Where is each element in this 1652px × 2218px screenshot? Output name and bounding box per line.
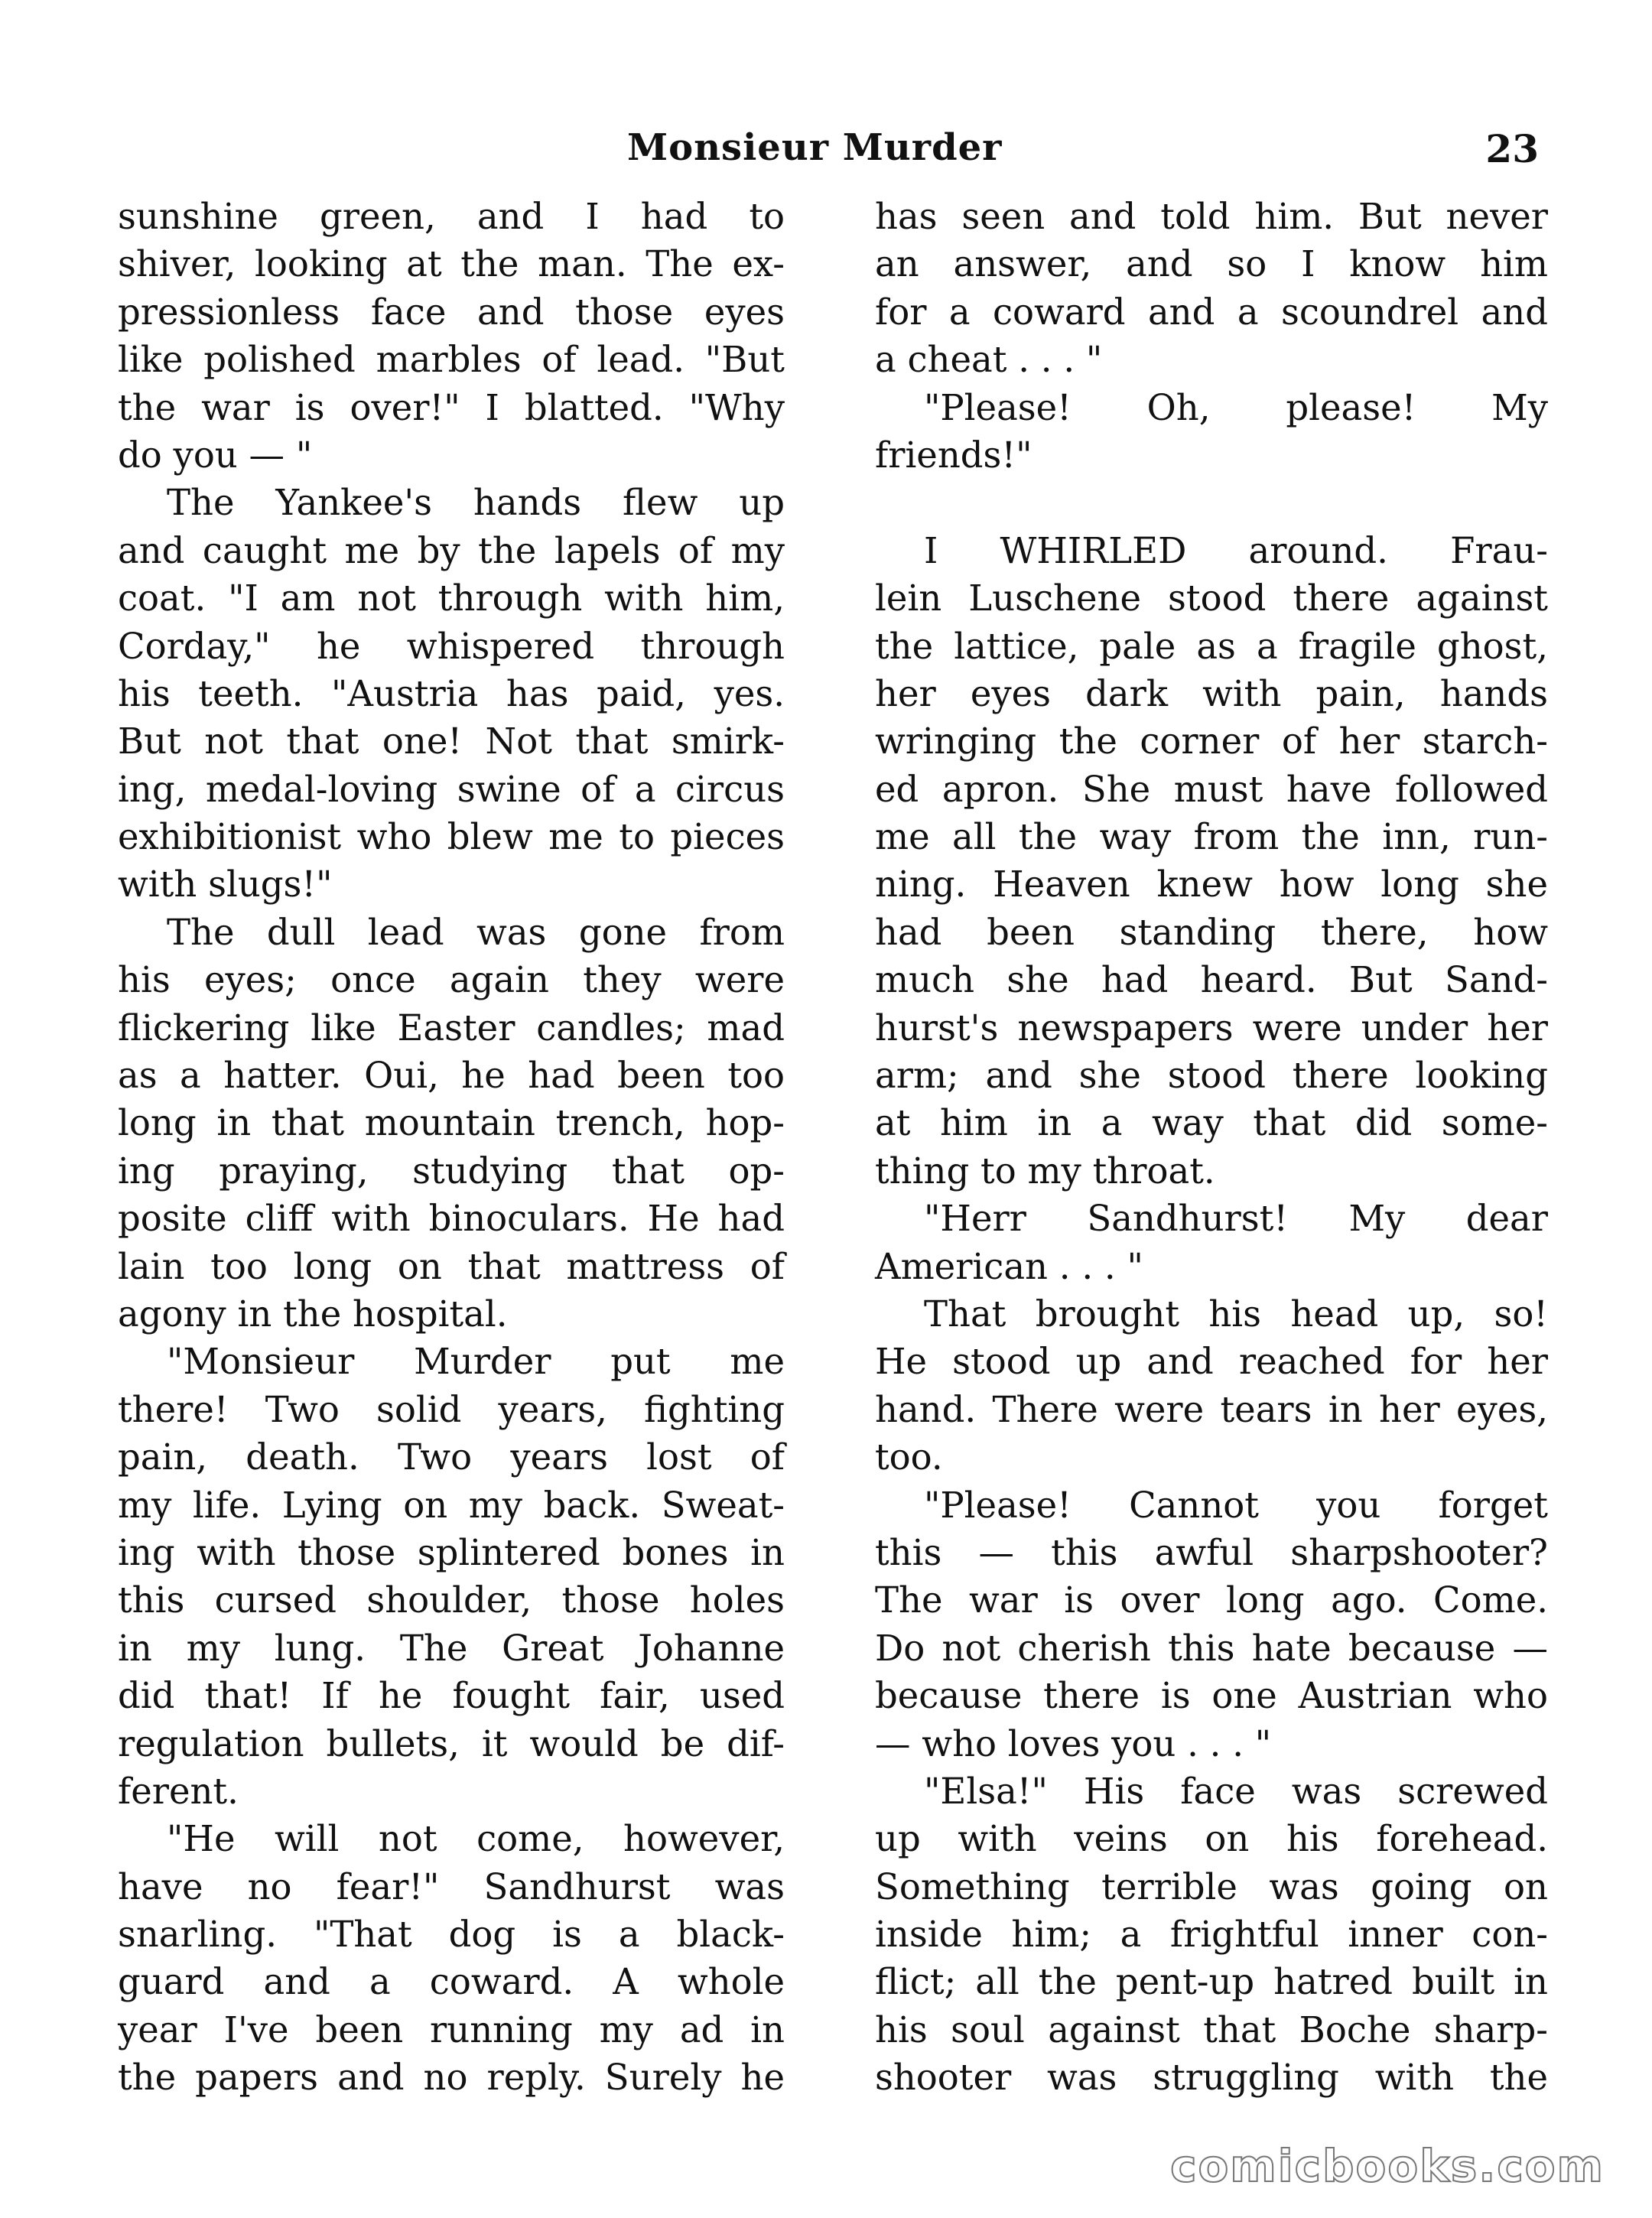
- text-line: regulation bullets, it would be dif-: [118, 1722, 785, 1764]
- text-line: guard and a coward. A whole: [118, 1961, 785, 2003]
- text-line: snarling. "That dog is a black-: [118, 1914, 785, 1956]
- text-line: "Herr Sandhurst! My dear: [924, 1198, 1548, 1240]
- text-line: ed apron. She must have followed: [875, 768, 1548, 810]
- text-line: "Please! Oh, please! My: [924, 386, 1548, 428]
- text-line: long in that mountain trench, hop-: [118, 1102, 785, 1144]
- text-line: posite cliff with binoculars. He had: [118, 1198, 785, 1240]
- text-line: Do not cherish this hate because —: [875, 1627, 1548, 1669]
- text-line: up with veins on his forehead.: [875, 1818, 1548, 1860]
- text-line: The dull lead was gone from: [167, 911, 785, 953]
- text-line: Corday," he whispered through: [118, 625, 785, 667]
- text-line: and caught me by the lapels of my: [118, 529, 785, 571]
- text-line: "Elsa!" His face was screwed: [924, 1770, 1548, 1812]
- text-line: exhibitionist who blew me to pieces: [118, 816, 785, 858]
- text-line: "Please! Cannot you forget: [924, 1484, 1548, 1526]
- text-line: coat. "I am not through with him,: [118, 577, 785, 620]
- text-line: too.: [875, 1436, 943, 1478]
- text-line: have no fear!" Sandhurst was: [118, 1865, 785, 1907]
- text-line: lein Luschene stood there against: [875, 577, 1548, 620]
- text-line: sunshine green, and I had to: [118, 196, 785, 237]
- text-line: for a coward and a scoundrel and: [875, 291, 1548, 333]
- text-line: "Monsieur Murder put me: [167, 1341, 785, 1383]
- text-line: ing praying, studying that op-: [118, 1150, 785, 1192]
- text-line: a cheat . . . ": [875, 339, 1103, 381]
- text-line: my life. Lying on my back. Sweat-: [118, 1484, 785, 1526]
- text-line: — who loves you . . . ": [875, 1722, 1272, 1764]
- text-line: had been standing there, how: [875, 911, 1548, 953]
- text-line: ning. Heaven knew how long she: [875, 863, 1548, 906]
- text-line: ferent.: [118, 1770, 239, 1812]
- right-text-column: [875, 193, 1548, 2102]
- text-line: the papers and no reply. Surely he: [118, 2057, 785, 2099]
- text-line: ing with those splintered bones in: [118, 1531, 785, 1573]
- text-line: That brought his head up, so!: [924, 1293, 1548, 1335]
- running-head: Monsieur Murder: [627, 126, 1003, 169]
- text-line: lain too long on that mattress of: [118, 1245, 785, 1287]
- text-line: the war is over!" I blatted. "Why: [118, 386, 785, 428]
- text-line: hurst's newspapers were under her: [875, 1007, 1548, 1049]
- text-line: shooter was struggling with the: [875, 2057, 1548, 2099]
- text-line: in my lung. The Great Johanne: [118, 1627, 785, 1669]
- text-line: the lattice, pale as a fragile ghost,: [875, 625, 1548, 667]
- text-line: The Yankee's hands flew up: [167, 482, 785, 524]
- text-line: did that! If he fought fair, used: [118, 1675, 785, 1717]
- text-line: as a hatter. Oui, he had been too: [118, 1055, 785, 1097]
- text-line: hand. There were tears in her eyes,: [875, 1388, 1548, 1430]
- watermark: comicbooks.com: [1170, 2140, 1605, 2192]
- text-line: like polished marbles of lead. "But: [118, 339, 785, 381]
- text-line: shiver, looking at the man. The ex-: [118, 243, 785, 285]
- text-line: But not that one! Not that smirk-: [118, 720, 785, 763]
- text-line: I WHIRLED around. Frau-: [924, 529, 1548, 571]
- text-line: "He will not come, however,: [167, 1818, 785, 1860]
- text-line: this cursed shoulder, those holes: [118, 1579, 785, 1621]
- text-line: flict; all the pent-up hatred built in: [875, 1961, 1548, 2003]
- text-line: me all the way from the inn, run-: [875, 816, 1548, 858]
- text-line: much she had heard. But Sand-: [875, 959, 1548, 1001]
- text-line: do you — ": [118, 434, 313, 476]
- text-line: year I've been running my ad in: [118, 2008, 785, 2051]
- text-line: her eyes dark with pain, hands: [875, 672, 1548, 714]
- page-number: 23: [1485, 126, 1539, 171]
- text-line: his soul against that Boche sharp-: [875, 2008, 1548, 2051]
- text-line: his eyes; once again they were: [118, 959, 785, 1001]
- text-line: agony in the hospital.: [118, 1293, 508, 1335]
- text-line: this — this awful sharpshooter?: [875, 1531, 1548, 1573]
- text-line: American . . . ": [875, 1245, 1143, 1287]
- text-line: because there is one Austrian who: [875, 1675, 1548, 1717]
- text-line: inside him; a frightful inner con-: [875, 1914, 1548, 1956]
- text-line: thing to my throat.: [875, 1150, 1215, 1192]
- text-line: has seen and told him. But never: [875, 196, 1548, 237]
- text-line: with slugs!": [118, 863, 333, 906]
- text-line: pain, death. Two years lost of: [118, 1436, 785, 1478]
- text-line: pressionless face and those eyes: [118, 291, 785, 333]
- text-line: arm; and she stood there looking: [875, 1055, 1548, 1097]
- text-line: his teeth. "Austria has paid, yes.: [118, 672, 785, 714]
- text-line: there! Two solid years, fighting: [118, 1388, 785, 1430]
- text-line: The war is over long ago. Come.: [875, 1579, 1548, 1621]
- text-line: at him in a way that did some-: [875, 1102, 1548, 1144]
- text-line: ing, medal-loving swine of a circus: [118, 768, 785, 810]
- text-line: flickering like Easter candles; mad: [118, 1007, 785, 1049]
- text-line: Something terrible was going on: [875, 1865, 1548, 1907]
- left-text-column: [118, 193, 785, 2102]
- text-line: He stood up and reached for her: [875, 1341, 1548, 1383]
- text-line: friends!": [875, 434, 1032, 476]
- text-line: wringing the corner of her starch-: [875, 720, 1548, 763]
- text-line: an answer, and so I know him: [875, 243, 1548, 285]
- text-line: [875, 479, 1548, 526]
